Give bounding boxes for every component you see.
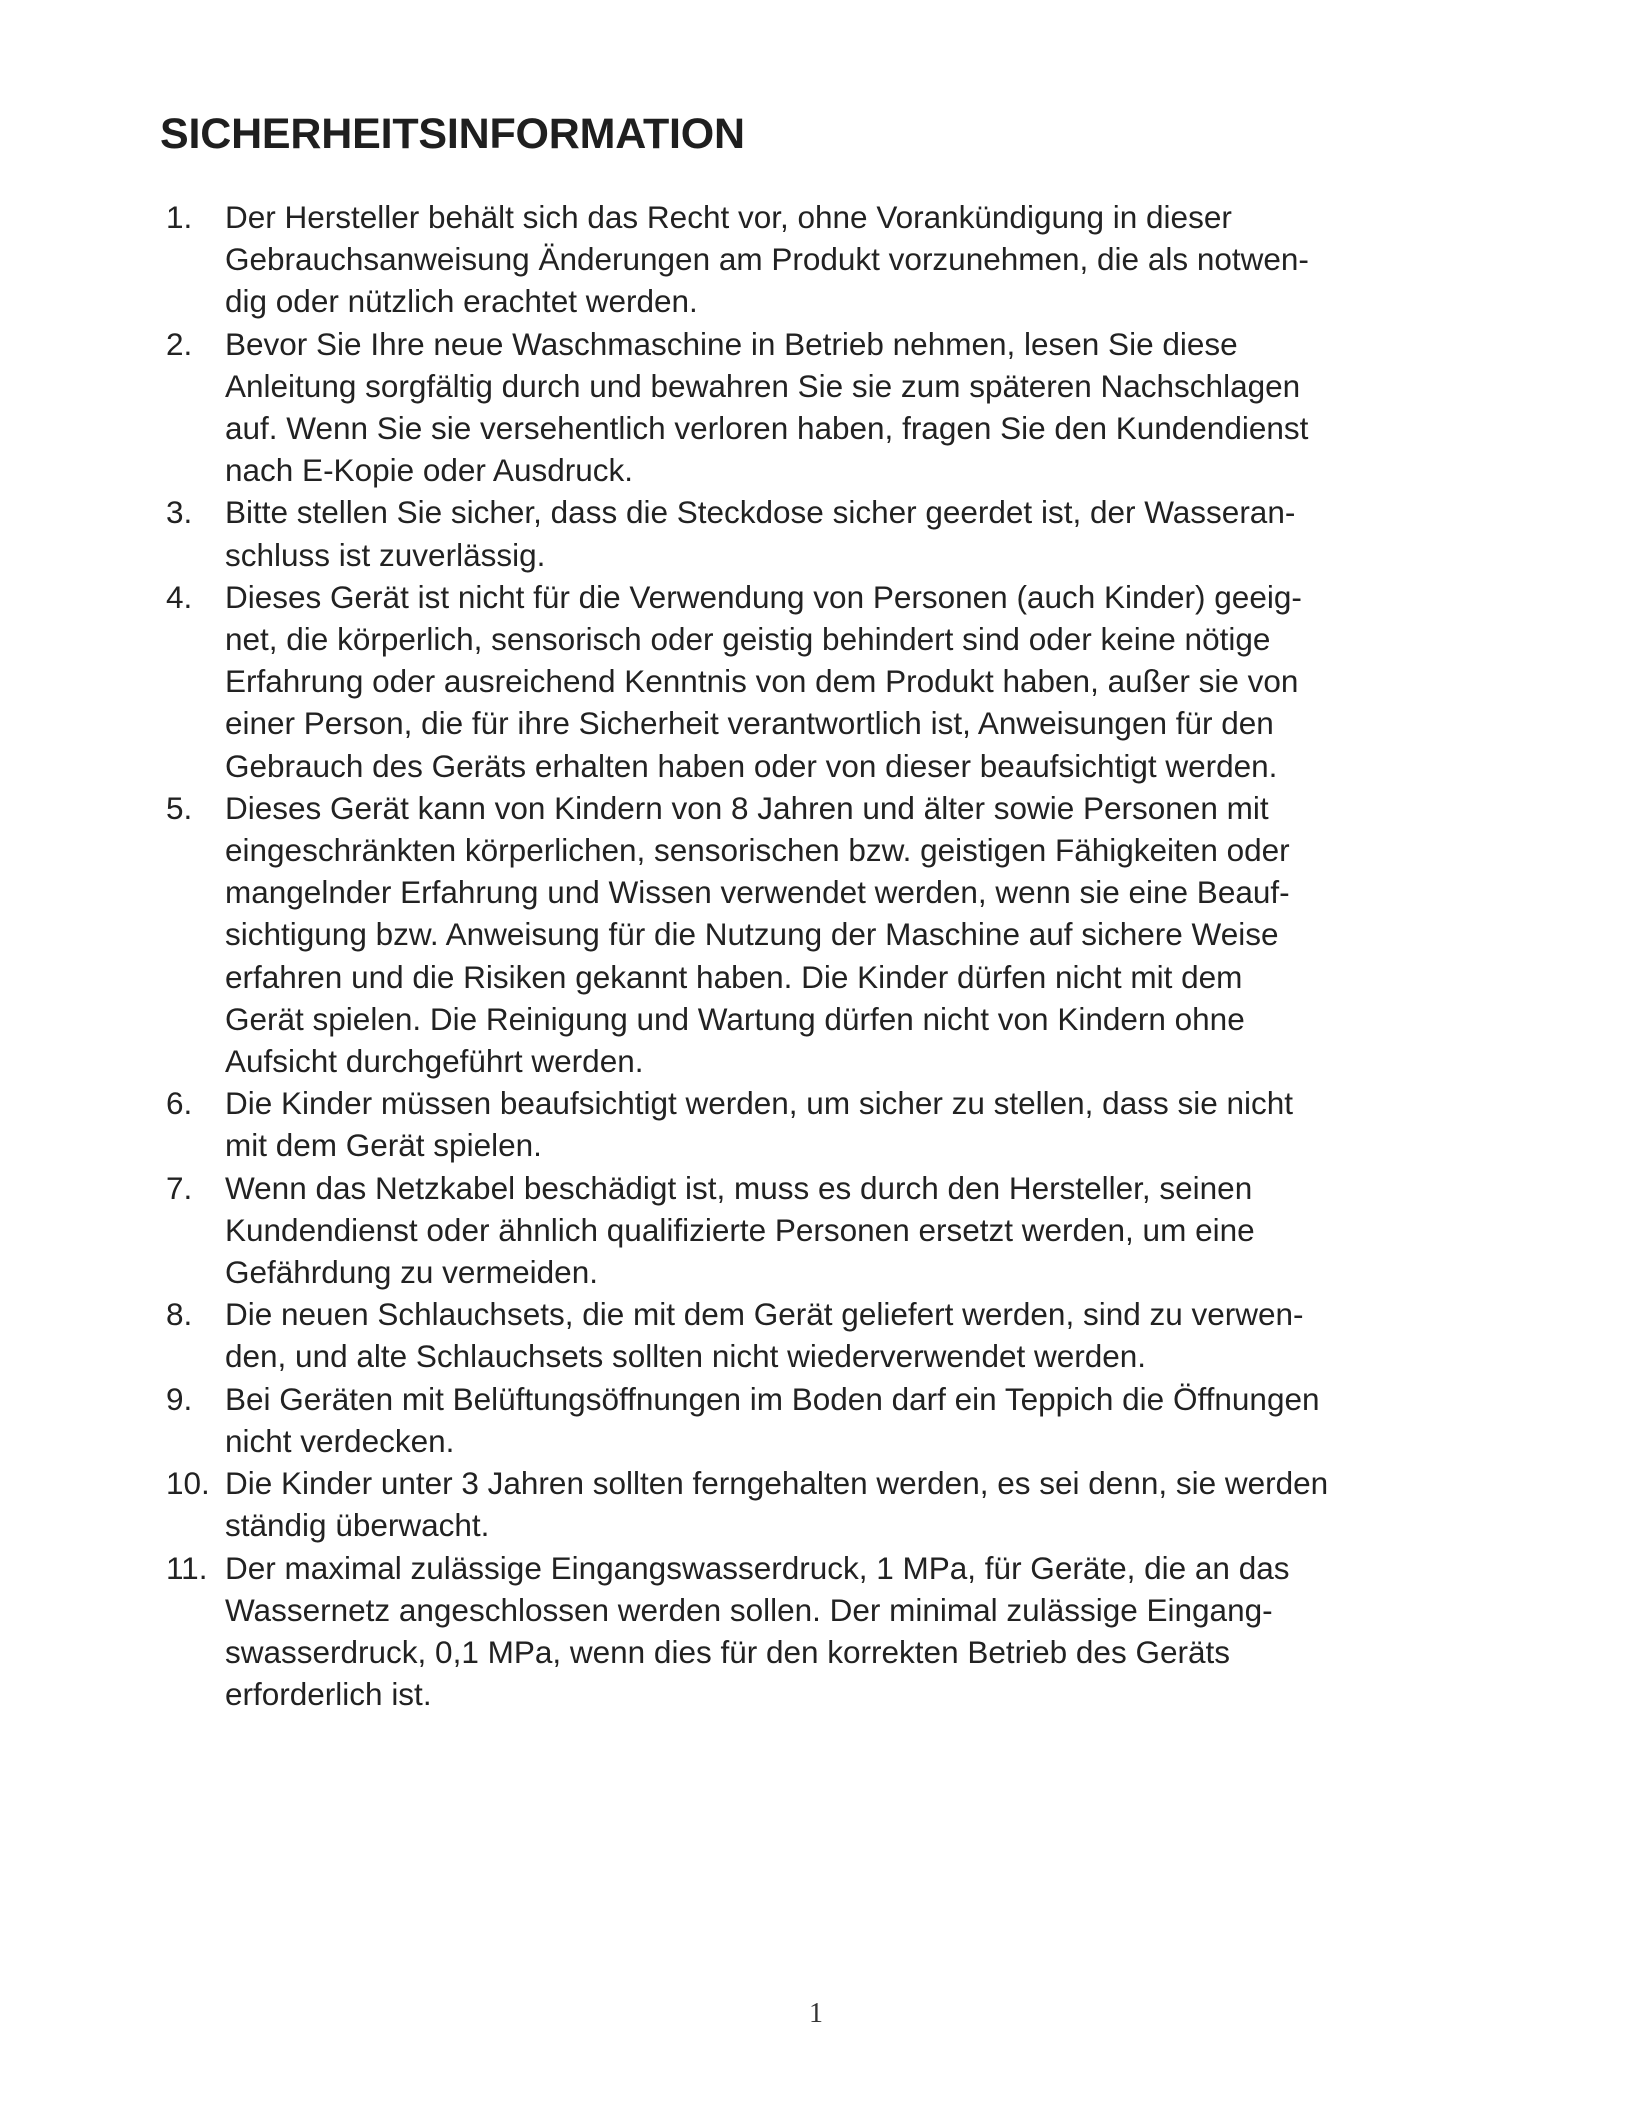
list-item <box>166 1462 1486 1546</box>
page-title: SICHERHEITSINFORMATION <box>160 110 745 158</box>
list-item-text-line: Kundendienst oder ähnlich qualifizierte Personen ersetzt werden, um eine <box>225 1211 1255 1248</box>
list-item-text-line: erfahren und die Risiken gekannt haben. Die Kinder dürfen nicht mit dem <box>225 958 1243 995</box>
list-item-text-line: mangelnder Erfahrung und Wissen verwendet werden, wenn sie eine Beauf- <box>225 874 1290 911</box>
safety-information-list <box>166 196 1486 1715</box>
list-item-text-line: Gebrauch des Geräts erhalten haben oder von dieser beaufsichtigt werden. <box>225 747 1278 784</box>
list-item-text-line: Erfahrung oder ausreichend Kenntnis von dem Produkt haben, außer sie von <box>225 663 1299 700</box>
list-item-text-line: einer Person, die für ihre Sicherheit verantwortlich ist, Anweisungen für den <box>225 705 1274 742</box>
list-item <box>166 323 1486 492</box>
list-item-text-line: Bevor Sie Ihre neue Waschmaschine in Betrieb nehmen, lesen Sie diese <box>225 325 1238 362</box>
list-item-text-line: den, und alte Schlauchsets sollten nicht wiederverwendet werden. <box>225 1338 1147 1375</box>
list-item-number: 5. <box>166 789 193 826</box>
list-item-number: 10. <box>166 1465 210 1502</box>
list-item-number: 2. <box>166 325 193 362</box>
list-item-text-line: eingeschränkten körperlichen, sensorischen bzw. geistigen Fähigkeiten oder <box>225 832 1290 869</box>
list-item-text-line: Wassernetz angeschlossen werden sollen. Der minimal zulässige Eingang- <box>225 1591 1273 1628</box>
list-item-text-line: Die Kinder unter 3 Jahren sollten ferngehalten werden, es sei denn, sie werden <box>225 1465 1329 1502</box>
list-item-text-line: sichtigung bzw. Anweisung für die Nutzung der Maschine auf sichere Weise <box>225 916 1279 953</box>
list-item-text-line: dig oder nützlich erachtet werden. <box>225 283 698 320</box>
list-item-number: 6. <box>166 1085 193 1122</box>
list-item-text-line: Der Hersteller behält sich das Recht vor, ohne Vorankündigung in dieser <box>225 199 1232 235</box>
list-item-text-line: Bei Geräten mit Belüftungsöffnungen im Boden darf ein Teppich die Öffnungen <box>225 1380 1320 1417</box>
page-number: 1 <box>809 1998 823 2029</box>
list-item <box>166 787 1486 1082</box>
list-item <box>166 1082 1486 1166</box>
list-item-number: 11. <box>166 1549 208 1586</box>
list-item-text-line: Die Kinder müssen beaufsichtigt werden, um sicher zu stellen, dass sie nicht <box>225 1085 1294 1122</box>
list-item-text-line: Der maximal zulässige Eingangswasserdruck, 1 MPa, für Geräte, die an das <box>225 1549 1290 1586</box>
list-item-text-line: swasserdruck, 0,1 MPa, wenn dies für den korrekten Betrieb des Geräts <box>225 1633 1230 1670</box>
list-item-number: 1. <box>166 199 193 235</box>
list-item-text-line: auf. Wenn Sie sie versehentlich verloren haben, fragen Sie den Kundendienst <box>225 410 1309 447</box>
list-item-number: 3. <box>166 494 193 531</box>
list-item-text-line: Dieses Gerät kann von Kindern von 8 Jahren und älter sowie Personen mit <box>225 789 1269 826</box>
list-item-text-line: Gebrauchsanweisung Änderungen am Produkt vorzunehmen, die als notwen- <box>225 241 1309 278</box>
list-item-number: 9. <box>166 1380 193 1417</box>
list-item <box>166 1293 1486 1377</box>
list-item <box>166 1547 1486 1716</box>
list-item-text-line: Wenn das Netzkabel beschädigt ist, muss es durch den Hersteller, seinen <box>225 1169 1253 1206</box>
list-item-text-line: Gerät spielen. Die Reinigung und Wartung dürfen nicht von Kindern ohne <box>225 1000 1245 1037</box>
list-item-text-line: mit dem Gerät spielen. <box>225 1127 542 1164</box>
list-item-text-line: nicht verdecken. <box>225 1422 455 1459</box>
list-item <box>166 576 1486 787</box>
list-item <box>166 491 1486 575</box>
list-item-number: 7. <box>166 1169 193 1206</box>
list-item-text-line: Aufsicht durchgeführt werden. <box>225 1043 644 1080</box>
list-item <box>166 1378 1486 1462</box>
list-item <box>166 196 1486 323</box>
list-item-text-line: Dieses Gerät ist nicht für die Verwendung von Personen (auch Kinder) geeig- <box>225 578 1302 615</box>
list-item <box>166 1167 1486 1294</box>
list-item-number: 4. <box>166 578 193 615</box>
list-item-text-line: ständig überwacht. <box>225 1507 490 1544</box>
list-item-text-line: net, die körperlich, sensorisch oder geistig behindert sind oder keine nötige <box>225 621 1271 658</box>
list-item-text-line: Anleitung sorgfältig durch und bewahren Sie sie zum späteren Nachschlagen <box>225 367 1301 404</box>
list-item-text-line: Gefährdung zu vermeiden. <box>225 1254 598 1291</box>
list-item-text-line: schluss ist zuverlässig. <box>225 536 546 573</box>
list-item-text-line: erforderlich ist. <box>225 1676 432 1713</box>
list-item-text-line: nach E-Kopie oder Ausdruck. <box>225 452 633 489</box>
list-item-number: 8. <box>166 1296 193 1333</box>
list-item-text-line: Bitte stellen Sie sicher, dass die Steckdose sicher geerdet ist, der Wasseran- <box>225 494 1296 531</box>
list-item-text-line: Die neuen Schlauchsets, die mit dem Gerät geliefert werden, sind zu verwen- <box>225 1296 1304 1333</box>
